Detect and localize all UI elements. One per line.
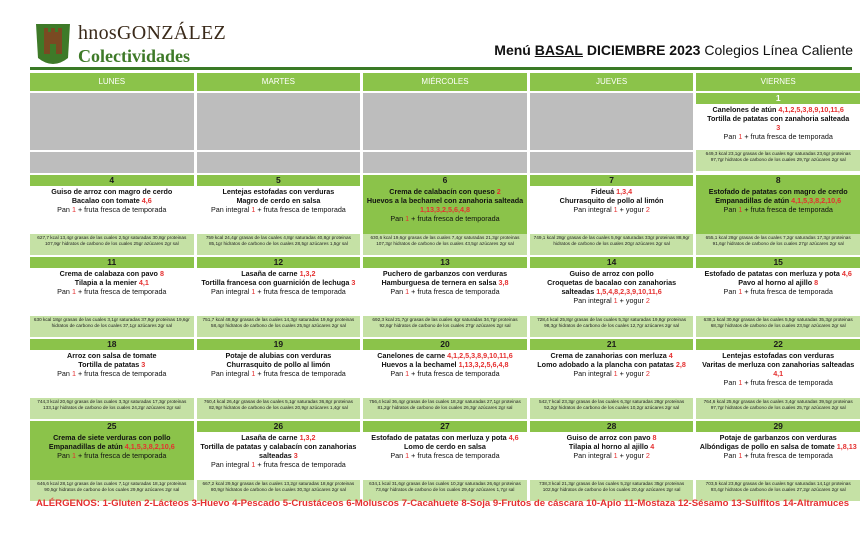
side-text: + yogur [619,369,644,378]
second-dish: Albóndigas de pollo en salsa de tomate [699,442,835,451]
nutrition-info: 749,1 kcal 28gr grasas de las cuales 5,9gr saturadas 33gr proteinas 88,9gr hidratos de carbono de los cuales 20gr azúcares 2gr sal [530,234,694,255]
first-dish: Guiso de arroz con pollo [569,269,654,278]
nutrition-info: 759 kcal 24,4gr grasas de las cuales 4,8gr saturadas 40,8gr proteinas 85,1gr hidratos de carbono de los cuales 28,5gr azúcares 1,5gr sal [197,234,361,255]
day-cell [363,339,527,419]
side-text: + yogur [619,451,644,460]
week-4 [30,339,860,419]
second-dish: Huevos a la bechamel con zanahoria salteada [366,196,524,205]
first-dish: Arroz con salsa de tomate [67,351,157,360]
first-dish: Canelones de atún [712,105,777,114]
first-dish-allergens: 1,3,2 [299,269,316,278]
first-dish: Potaje de garbanzos con verduras [719,433,837,442]
day-cell [696,257,860,337]
second-dish: Croquetas de bacalao con zanahorias salteadas [547,278,677,296]
day-number: 18 [30,339,194,350]
second-dish: Tortilla de patatas [78,360,140,369]
side-allergen: 1 [613,369,618,378]
nutrition-info: 756,4 kcal 36,4gr grasas de las cuales 18,2gr saturadas 27,1gr proteinas 81,2gr hidratos de carbono de los cuales 26,3gr azúcares 2gr sal [363,398,527,419]
side-text: Pan [723,287,737,296]
side-text: + fruta fresca de temporada [744,287,833,296]
side-text: Pan integral [573,369,612,378]
day-number: 1 [696,93,860,104]
side-allergen: 1 [738,378,743,387]
side-allergen: 1 [405,369,410,378]
menu-content [363,186,527,234]
side-allergen: 1 [251,460,256,469]
day-cell [530,257,694,337]
day-cell [530,175,694,255]
side-allergen: 2 [645,451,650,460]
day-cell [30,175,194,255]
side-text: Pan [390,451,404,460]
first-dish: Lasaña de carne [241,269,298,278]
second-dish: Lomo adobado a la plancha con patatas [537,360,674,369]
first-dish-allergens: 2 [496,187,501,196]
day-cell [696,421,860,501]
first-dish: Fideuá [591,187,615,196]
menu-content [530,186,694,234]
second-dish: Tortilla de patatas y calabacín con zanahorias salteadas [200,442,357,460]
side-allergen: 1 [405,287,410,296]
menu-content [30,186,194,234]
side-text: Pan integral [573,205,612,214]
second-dish-allergens: 1,5,4,8,2,3,9,10,11,6 [596,287,662,296]
first-dish: Lentejas estofadas con verduras [222,187,335,196]
side-text: + fruta fresca de temporada [744,378,833,387]
day-number: 7 [530,175,694,186]
day-number: 4 [30,175,194,186]
menu-content [696,350,860,398]
side-text: + fruta fresca de temporada [77,287,167,296]
first-dish-allergens: 4,6 [841,269,852,278]
nutrition-info: 638,1 kcal 30,6gr grasas de las cuales 5,5gr saturadas 35,3gr proteinas 68,3gr hidratos de carbono de los cuales 23,5gr azúcares 2gr sal [696,316,860,337]
nutrition-info: 728,4 kcal 25,8gr grasas de las cuales 5,3gr saturadas 19,8gr proteinas 98,3gr hidratos de carbono de los cuales 12,7gr azúcares 2gr sal [530,316,694,337]
allergen-legend: ALÉRGENOS: 1-Gluten 2-Lácteos 3-Huevo 4-Pescado 5-Crustáceos 6-Moluscos 7-Cacahuete 8-Soja 9-Frutos de cáscara 10-Apio 11-Mostaza 12-Sésamo 13-Sulfitos 14-Altramuces [35,498,850,509]
side-allergen: 1 [738,205,743,214]
menu-content [696,432,860,480]
side-allergen: 1 [71,369,76,378]
day-cell [363,257,527,337]
second-dish-allergens: 4,6 [141,196,152,205]
first-dish-allergens: 1,3,2 [299,433,316,442]
second-dish-allergens: 3,8 [498,278,509,287]
menu-content [363,432,527,480]
day-number: 5 [197,175,361,186]
menu-content [696,186,860,234]
nutrition-info: 667,2 kcal 29,5gr grasas de las cuales 13,2gr saturadas 18,6gr proteinas 80,9gr hidratos de carbono de los cuales 30,3gr azúcares 2gr sal [197,480,361,501]
second-dish: Empanadillas de atún [48,442,123,451]
second-dish: Lomo de cerdo en salsa [404,442,486,451]
side-text: Pan [723,451,737,460]
first-dish: Lentejas estofadas con verduras [722,351,835,360]
side-text: Pan [723,378,737,387]
day-header-friday: VIERNES [696,73,860,91]
menu-content [197,186,361,234]
day-number: 14 [530,257,694,268]
second-dish: Magro de cerdo en salsa [236,196,321,205]
second-dish: Churrasquito de pollo al limón [226,360,331,369]
day-cell [30,421,194,501]
side-text: Pan [57,451,70,460]
menu-content [530,350,694,398]
first-dish: Crema de calabacín con queso [389,187,495,196]
day-cell [30,257,194,337]
day-number: 6 [363,175,527,186]
first-dish-allergens: 4 [668,351,673,360]
nutrition-info: 703,5 kcal 23,8gr grasas de las cuales 5gr saturadas 14,1gr proteinas 93,4gr hidratos de carbono de los cuales 27,2gr azúcares 2gr sal [696,480,860,501]
side-text: Pan [57,205,70,214]
side-text: + fruta fresca de temporada [411,287,500,296]
nutrition-info: 744,3 kcal 20,6gr grasas de las cuales 3,3gr saturadas 17,3gr proteinas 133,1gr hidratos de carbono de los cuales 24,2gr azúcares 2gr sal [30,398,194,419]
side-allergen: 2 [645,296,650,305]
first-dish-allergens: 4,1,2,5,3,8,9,10,11,6 [447,351,513,360]
first-dish-allergens: 1,3,4 [616,187,633,196]
side-allergen: 2 [645,369,650,378]
side-text: Pan [57,287,70,296]
nutrition-info: 630,6 kcal 19,6gr grasas de las cuales 7,4gr saturadas 21,3gr proteinas 107,3gr hidratos de carbono de los cuales 43,5gr azúcares 2gr sal [363,234,527,255]
second-dish-allergens: 4,1,5,3,8,2,10,6 [791,196,842,205]
side-text: Pan [57,369,70,378]
first-dish: Estofado de patatas con merluza y pota [371,433,507,442]
page-title: Menú BASAL DICIEMBRE 2023 Colegios Línea Caliente [494,42,853,58]
second-dish-allergens: 1,13,3,2,5,6,4,8 [458,360,509,369]
empty-cell [530,93,694,173]
day-number: 8 [696,175,860,186]
day-headers [30,73,860,91]
first-dish: Potaje de alubias con verduras [225,351,332,360]
first-dish: Crema de calabaza con pavo [59,269,158,278]
side-text: + fruta fresca de temporada [257,205,346,214]
first-dish: Lasaña de carne [241,433,298,442]
day-header-tuesday: MARTES [197,73,361,91]
first-dish: Puchero de garbanzos con verduras [382,269,508,278]
side-text: + fruta fresca de temporada [744,205,833,214]
side-text: + yogur [619,205,644,214]
side-text: Pan [723,205,737,214]
menu-content [530,268,694,316]
side-allergen: 1 [613,296,618,305]
header [0,0,867,72]
second-dish-allergens: 4,1 [773,369,784,378]
day-cell [696,175,860,255]
second-dish: Churrasquito de pollo al limón [559,196,664,205]
logo [30,18,245,70]
day-number: 15 [696,257,860,268]
side-text: + fruta fresca de temporada [77,369,167,378]
first-dish: Crema de zanahorias con merluza [550,351,667,360]
menu-content [197,268,361,316]
nutrition-info: 646,6 kcal 28,1gr grasas de las cuales 7,1gr saturadas 18,1gr proteinas 90,5gr hidratos de carbono de los cuales 29,9gr azúcares 2gr sal [30,480,194,501]
logo-top-text: hnosGONZÁLEZ [78,22,227,44]
day-number: 25 [30,421,194,432]
day-number: 26 [197,421,361,432]
second-dish: Tilapia al horno al ajillo [568,442,649,451]
first-dish-allergens: 4,1,2,5,3,8,9,10,11,6 [778,105,844,114]
nutrition-info: 627,7 kcal 13,4gr grasas de las cuales 2,5gr saturadas 30,8gr proteinas 107,9gr hidratos de carbono de los cuales 25gr azúcares 2gr sal [30,234,194,255]
day-cell [197,257,361,337]
second-dish: Tortilla de patatas con zanahoria salteada [707,114,850,123]
empty-cell [197,93,361,173]
day-cell [197,421,361,501]
day-cell [363,421,527,501]
week-1 [30,93,860,173]
side-text: + fruta fresca de temporada [257,369,346,378]
side-text: + fruta fresca de temporada [77,451,167,460]
nutrition-info: 542,7 kcal 23,3gr grasas de las cuales 6,3gr saturadas 28gr proteinas 52,2gr hidratos de carbono de los cuales 10,2gr azúcares 2gr sal [530,398,694,419]
side-text: + fruta fresca de temporada [411,369,500,378]
week-2 [30,175,860,255]
second-dish-allergens: 3 [351,278,356,287]
second-dish: Pavo al horno al ajillo [738,278,813,287]
menu-content: Canelones de atún 4,1,2,5,3,8,9,10,11,6 Tortilla de patatas con zanahoria salteada 3 Pan 1 + fruta fresca de temporada [696,104,860,150]
side-text: Pan integral [573,296,612,305]
week-3 [30,257,860,337]
day-cell [197,175,361,255]
side-allergen: 1 [71,287,76,296]
side-allergen: 1 [251,287,256,296]
day-number: 27 [363,421,527,432]
day-number: 29 [696,421,860,432]
day-header-thursday: JUEVES [530,73,694,91]
day-cell [530,421,694,501]
side-text: + fruta fresca de temporada [257,460,346,469]
header-divider [30,67,852,70]
second-dish-allergens: 2,8 [675,360,686,369]
menu-content [197,350,361,398]
second-dish: Huevos a la bechamel [381,360,457,369]
day-header-monday: LUNES [30,73,194,91]
menu-grid [30,73,860,503]
menu-content [30,350,194,398]
side-text: + yogur [619,296,644,305]
side-text: + fruta fresca de temporada [744,451,833,460]
first-dish-allergens: 4,6 [508,433,519,442]
second-dish: Varitas de merluza con zanahorias salteadas [702,360,855,369]
second-dish-allergens: 4,1 [138,278,149,287]
first-dish-allergens: 8 [652,433,657,442]
day-cell [696,339,860,419]
first-dish: Guiso de arroz con pavo [566,433,651,442]
side-text: + fruta fresca de temporada [411,451,500,460]
day-number: 11 [30,257,194,268]
side-allergen: 1 [613,451,618,460]
nutrition-info: 655,1 kcal 28gr grasas de las cuales 7,2gr saturadas 17,3gr proteinas 91,6gr hidratos de carbono de los cuales 27gr azúcares 2gr sal [696,234,860,255]
day-number: 19 [197,339,361,350]
side-text: Pan [390,369,404,378]
side-allergen: 1 [71,205,76,214]
day-number: 22 [696,339,860,350]
side-allergen: 1 [405,214,410,223]
first-dish: Estofado de patatas con magro de cerdo [708,187,848,196]
day-number: 20 [363,339,527,350]
menu-content [363,268,527,316]
nutrition-info: 764,6 kcal 25,6gr grasas de las cuales 3,4gr saturadas 39,5gr proteinas 97,7gr hidratos de carbono de los cuales 25,7gr azúcares 2gr sal [696,398,860,419]
empty-cell [363,93,527,173]
first-dish: Canelones de carne [377,351,446,360]
side-text: Pan integral [573,451,612,460]
day-cell [363,175,527,255]
second-dish: Tilapia a la menier [74,278,137,287]
side-allergen: 1 [613,205,618,214]
side-text: Pan integral [210,287,250,296]
side-allergen: 1 [405,451,410,460]
nutrition-info: 738,3 kcal 21,3gr grasas de las cuales 5,2gr saturadas 35gr proteinas 102,5gr hidratos de carbono de los cuales 20,4gr azúcares 2gr sal [530,480,694,501]
second-dish-allergens: 1,13,3,2,5,6,4,8 [420,205,470,214]
side-text: Pan [390,287,404,296]
week-5 [30,421,860,501]
second-dish: Empanadillas de atún [715,196,790,205]
side-allergen: 1 [251,369,256,378]
second-dish: Hamburguesa de ternera en salsa [381,278,497,287]
side-text: + fruta fresca de temporada [411,214,500,223]
menu-content [30,268,194,316]
day-number: 28 [530,421,694,432]
second-dish-allergens: 4 [650,442,655,451]
nutrition-info: 751,7 kcal 48,8gr grasas de las cuales 14,3gr saturadas 19,6gr proteinas 58,4gr hidratos de carbono de los cuales 25,5gr azúcares 2gr sal [197,316,361,337]
day-number: 21 [530,339,694,350]
empty-cell [30,93,194,173]
side-text: + fruta fresca de temporada [257,287,346,296]
menu-content [696,268,860,316]
side-allergen: 1 [71,451,76,460]
side-allergen: 1 [738,451,743,460]
side-text: Pan integral [210,460,250,469]
nutrition-info: 634,1 kcal 31,6gr grasas de las cuales 10,2gr saturadas 26,6gr proteinas 73,6gr hidratos de carbono de los cuales 29,4gr azúcares 1,7gr sal [363,480,527,501]
day-cell [696,93,860,173]
day-cell [530,339,694,419]
castle-logo-icon [30,18,76,68]
menu-content [530,432,694,480]
second-dish-allergens: 8 [814,278,819,287]
menu-content [363,350,527,398]
day-header-wednesday: MIÉRCOLES [363,73,527,91]
side-allergen: 1 [251,205,256,214]
nutrition-info: 630 kcal 18gr grasas de las cuales 3,1gr saturadas 37,9gr proteinas 19,6gr hidratos de carbono de los cuales 37,1gr azúcares 2gr sal [30,316,194,337]
logo-bottom-text: Colectividades [78,46,190,66]
side-text: Pan integral [210,205,250,214]
second-dish-allergens: 4,1,5,3,8,2,10,6 [124,442,175,451]
day-cell [197,339,361,419]
menu-content [197,432,361,480]
second-dish-allergens: 3 [776,123,781,132]
nutrition-info: 649,3 kcal 23,1gr grasas de las cuales 6gr saturadas 23,6gr proteinas 97,7gr hidratos de carbono de los cuales 29,7gr azúcares 2gr sal [696,150,860,171]
first-dish: Guiso de arroz con magro de cerdo [51,187,173,196]
second-dish: Tortilla francesa con guarnición de lechuga [201,278,350,287]
nutrition-info: 692,3 kcal 21,7gr grasas de las cuales 4gr saturadas 34,7gr proteinas 92,6gr hidratos de carbono de los cuales 27gr azúcares 2gr sal [363,316,527,337]
second-dish-allergens: 3 [293,451,298,460]
side-text: + fruta fresca de temporada [77,205,167,214]
first-dish: Estofado de patatas con merluza y pota [704,269,840,278]
side-text: Pan [390,214,404,223]
second-dish: Bacalao con tomate [71,196,140,205]
side-text: Pan integral [210,369,250,378]
day-number: 13 [363,257,527,268]
second-dish-allergens: 1,8,13 [836,442,857,451]
title-basal: BASAL [534,42,583,58]
second-dish-allergens: 3 [141,360,146,369]
first-dish-allergens: 8 [159,269,164,278]
menu-content [30,432,194,480]
first-dish: Crema de siete verduras con pollo [53,433,171,442]
nutrition-info: 760,4 kcal 26,4gr grasas de las cuales 5,1gr saturadas 36,8gr proteinas 82,9gr hidratos de carbono de los cuales 20,9gr azúcares 1,4gr sal [197,398,361,419]
side-allergen: 1 [738,287,743,296]
side-allergen: 2 [645,205,650,214]
day-number: 12 [197,257,361,268]
day-cell [30,339,194,419]
